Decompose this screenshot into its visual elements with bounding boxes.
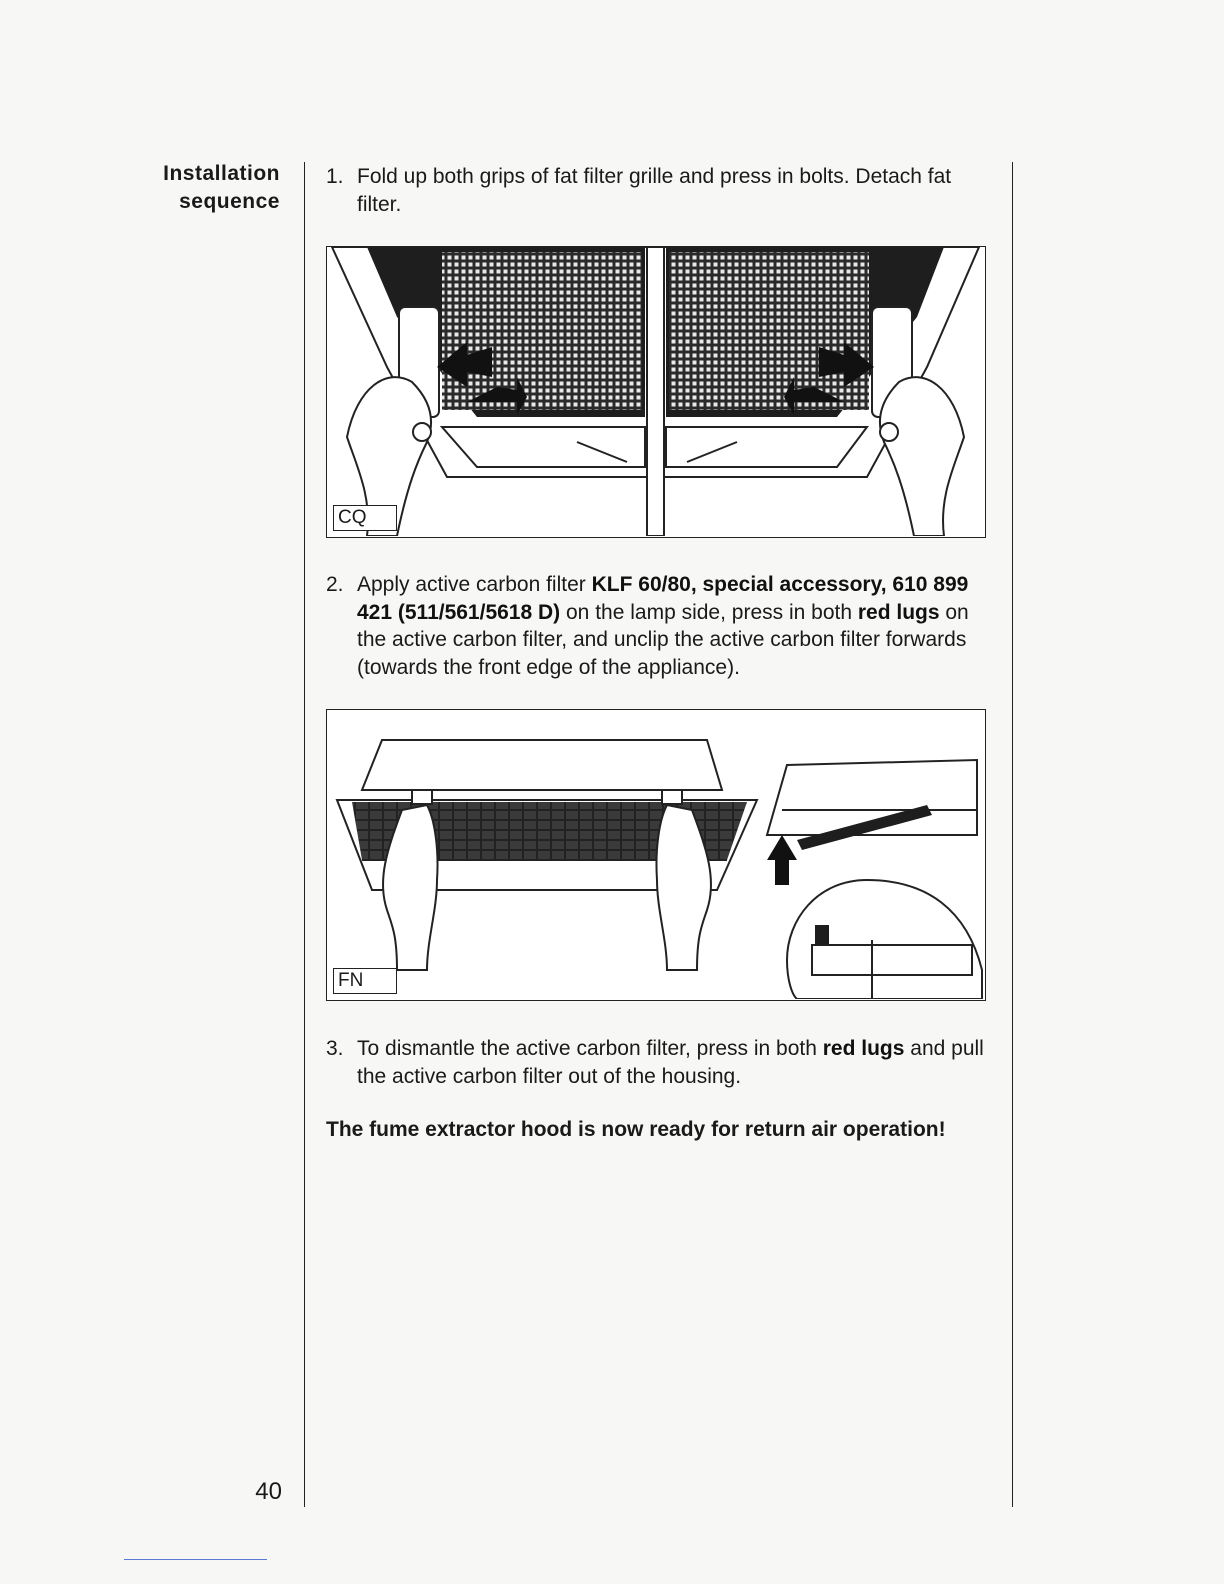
- step-1: [326, 163, 990, 218]
- step-2-seg-3: red lugs: [857, 600, 940, 624]
- section-heading-line2: sequence: [179, 190, 280, 213]
- step-2-seg-0: Apply active carbon filter: [357, 573, 592, 596]
- step-2-seg-4: on the active carbon filter, and unclip the active carbon filter forwards (towards the front edge of the appliance).: [357, 600, 969, 679]
- step-3-seg-2: and pull the active carbon filter out of the housing.: [357, 1037, 984, 1088]
- step-3-seg-1: red lugs: [822, 1037, 905, 1060]
- bottom-link-line: [124, 1559, 267, 1560]
- step-3: [326, 1035, 990, 1090]
- figure-fn-illustration: [327, 710, 984, 999]
- right-margin-rule: [1012, 162, 1013, 1507]
- step-2-seg-1: KLF 60/80, special accessory, 610 899 421 (511/561/5618 D): [357, 573, 969, 624]
- figure-fn: [326, 709, 986, 1001]
- step-3-seg-0: To dismantle the active carbon filter, press in both: [357, 1037, 823, 1060]
- left-margin-rule: [304, 162, 305, 1507]
- section-heading: [110, 160, 280, 216]
- figure-cq: [326, 246, 986, 538]
- step-1-text: [357, 163, 990, 218]
- figure-cq-illustration: [327, 247, 984, 536]
- figure-cq-tag: CQ: [333, 505, 397, 531]
- figure-fn-tag: FN: [333, 968, 397, 994]
- step-2-text: [357, 571, 990, 681]
- step-3-number: 3.: [326, 1037, 344, 1060]
- step-2: [326, 571, 990, 681]
- step-2-number: 2.: [326, 573, 344, 596]
- section-heading-line1: Installation: [163, 162, 280, 185]
- conclusion-note: The fume extractor hood is now ready for return air operation!: [326, 1118, 946, 1141]
- step-1-seg-0: Fold up both grips of fat filter grille and press in bolts. Detach fat filter.: [357, 165, 952, 216]
- step-2-seg-2: on the lamp side, press in both: [560, 600, 858, 624]
- page-number: 40: [255, 1478, 282, 1505]
- step-3-text: [357, 1035, 990, 1090]
- step-1-number: 1.: [326, 165, 344, 188]
